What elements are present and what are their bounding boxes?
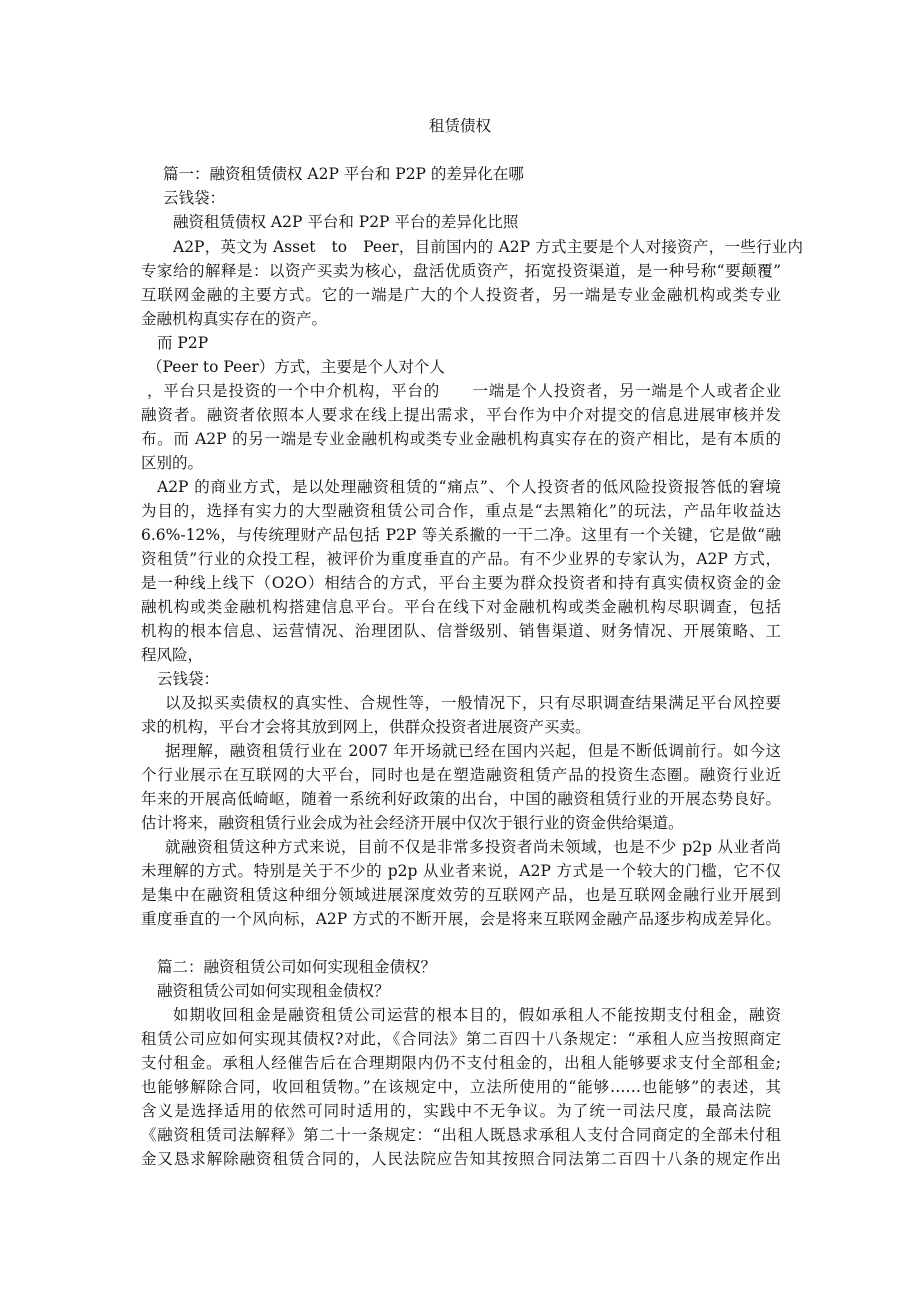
paragraph-line: 机构的根本信息、运营情况、治理团队、信誉级别、销售渠道、财务情况、开展策略、工 xyxy=(141,622,781,640)
paragraph-line: 也能够解除合同，收回租赁物。”在该规定中，立法所使用的“能够……也能够”的表述，其 xyxy=(141,1078,781,1096)
paragraph-line: A2P 的商业方式，是以处理融资租赁的“痛点”、个人投资者的低风险投资报答低的窘境 xyxy=(157,478,781,496)
paragraph-line: 是集中在融资租赁这种细分领域进展深度效劳的互联网产品，也是互联网金融行业开展到 xyxy=(141,886,781,904)
paragraph-line: 年来的开展高低崎岖，随着一系统利好政策的出台，中国的融资租赁行业的开展态势良好。 xyxy=(141,790,781,808)
paragraph-line: 是一种线上线下（O2O）相结合的方式，平台主要为群众投资者和持有真实债权资金的金 xyxy=(141,574,781,592)
subheading: 融资租赁债权 A2P 平台和 P2P 平台的差异化比照 xyxy=(173,213,519,231)
paragraph-line: 据理解，融资租赁行业在 2007 年开场就已经在国内兴起，但是不断低调前行。如今这 xyxy=(165,742,781,760)
paragraph-line: 个行业展示在互联网的大平台，同时也是在塑造融资租赁产品的投资生态圈。融资行业近 xyxy=(141,766,781,784)
paragraph-line: 6.6%-12%，与传统理财产品包括 P2P 等关系撇的一干二净。这里有一个关键，它是做“融 xyxy=(141,526,781,544)
paragraph-line: 以及拟买卖债权的真实性、合规性等，一般情况下，只有尽职调查结果满足平台风控要 xyxy=(165,694,781,712)
paragraph-line: 如期收回租金是融资租赁公司运营的根本目的，假如承租人不能按期支付租金，融资 xyxy=(173,1006,781,1024)
paragraph-line: 互联网金融的主要方式。它的一端是广大的个人投资者，另一端是专业金融机构或类专业 xyxy=(141,286,781,304)
paragraph-line: 估计将来，融资租赁行业会成为社会经济开展中仅次于银行业的资金供给渠道。 xyxy=(141,814,684,832)
paragraph-line: 布。而 A2P 的另一端是专业金融机构或类专业金融机构真实存在的资产相比，是有本质的 xyxy=(141,430,781,448)
paragraph-line: A2P，英文为 Asset to Peer，目前国内的 A2P 方式主要是个人对接资产，一些行业内 xyxy=(173,238,803,256)
paragraph-line: 金融机构真实存在的资产。 xyxy=(141,310,328,328)
paragraph-line: 重度垂直的一个风向标，A2P 方式的不断开展，会是将来互联网金融产品逐步构成差异化。 xyxy=(141,910,781,928)
paragraph-line: 支付租金。承租人经催告后在合理期限内仍不支付租金的，出租人能够要求支付全部租金; xyxy=(141,1054,781,1072)
paragraph-line: 求的机构，平台才会将其放到网上，供群众投资者进展资产买卖。 xyxy=(141,718,591,736)
paragraph-line: 金又恳求解除融资租赁合同的，人民法院应告知其按照合同法第二百四十八条的规定作出 xyxy=(141,1150,781,1168)
paragraph-line: 《融资租赁司法解释》第二十一条规定：“出租人既恳求承租人支付合同商定的全部未付租 xyxy=(141,1126,781,1144)
section-heading-2: 篇二：融资租赁公司如何实现租金债权？ xyxy=(157,958,437,976)
paragraph-line: （Peer to Peer）方式，主要是个人对个人 xyxy=(147,358,445,376)
paragraph-line: 融资者。融资者依照本人要求在线上提出需求，平台作为中介对提交的信息进展审核并发 xyxy=(141,406,781,424)
subheading: 融资租赁公司如何实现租金债权？ xyxy=(157,982,390,1000)
paragraph-line: 资租赁”行业的众投工程，被评价为重度垂直的产品。有不少业界的专家认为，A2P 方式， xyxy=(141,550,781,568)
paragraph-line: 区别的。 xyxy=(141,454,204,472)
paragraph-line: 未理解的方式。特别是关于不少的 p2p 从业者来说，A2P 方式是一个较大的门槛，它不仅 xyxy=(141,862,781,880)
paragraph-line: 程风险， xyxy=(141,646,204,664)
paragraph-line: 专家给的解释是：以资产买卖为核心，盘活优质资产，拓宽投资渠道，是一种号称“要颠覆” xyxy=(141,262,781,280)
paragraph-line: 就融资租赁这种方式来说，目前不仅是非常多投资者尚未领域，也是不少 p2p 从业者尚 xyxy=(165,838,781,856)
document-title: 租赁债权 xyxy=(428,117,491,135)
paragraph-line: 含义是选择适用的依然可同时适用的，实践中不无争议。为了统一司法尺度，最高法院 xyxy=(141,1102,771,1120)
source-label: 云钱袋： xyxy=(163,189,226,207)
paragraph-line: ，平台只是投资的一个中介机构，平台的 一端是个人投资者，另一端是个人或者企业 xyxy=(147,382,781,400)
source-label: 云钱袋： xyxy=(157,670,220,688)
paragraph-line: 租赁公司应如何实现其债权?对此，《合同法》第二百四十八条规定：“承租人应当按照商定 xyxy=(141,1030,781,1048)
paragraph-line: 融机构或类金融机构搭建信息平台。平台在线下对金融机构或类金融机构尽职调查，包括 xyxy=(141,598,781,616)
section-heading-1: 篇一：融资租赁债权 A2P 平台和 P2P 的差异化在哪 xyxy=(163,165,524,183)
paragraph-line: 为目的，选择有实力的大型融资租赁公司合作，重点是“去黑箱化”的玩法，产品年收益达 xyxy=(141,502,781,520)
paragraph-line: 而 P2P xyxy=(157,334,209,352)
